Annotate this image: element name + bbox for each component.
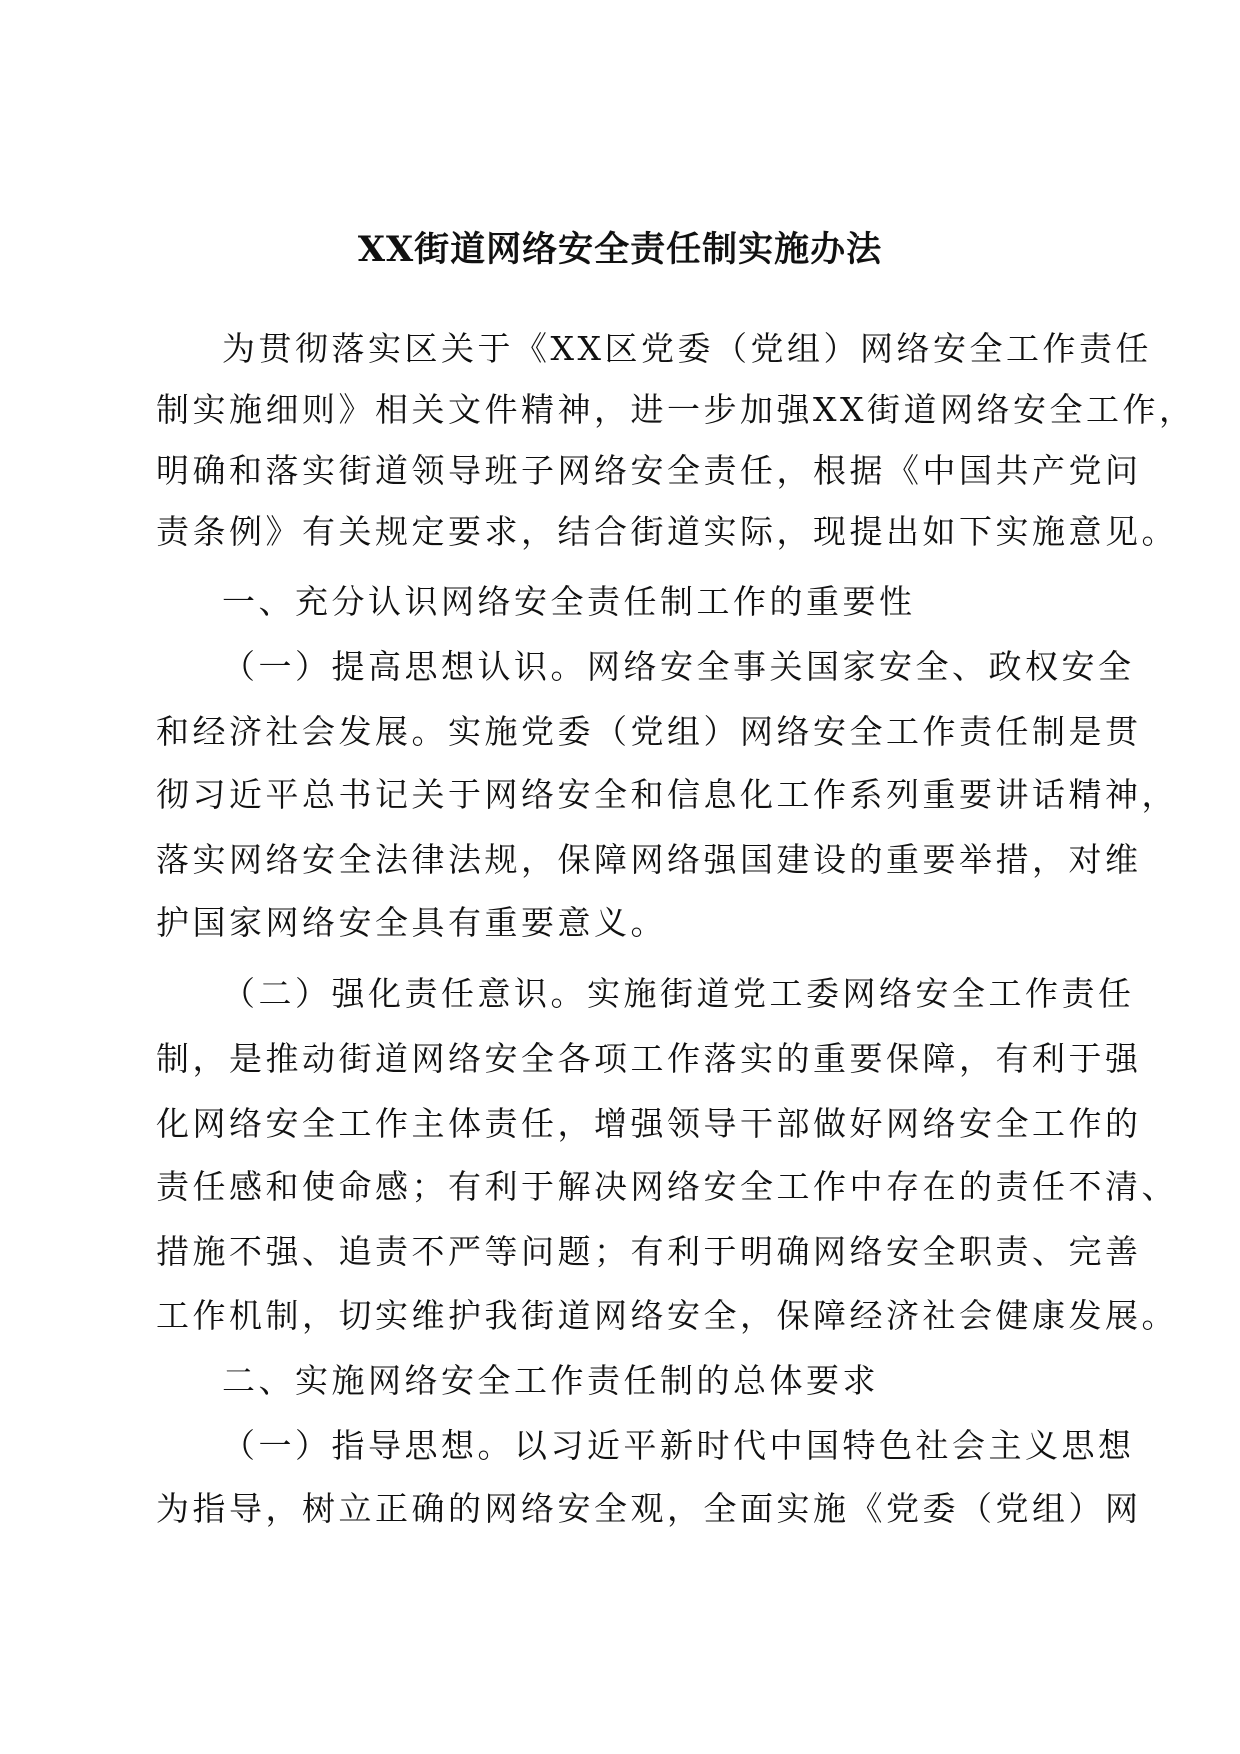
body-line: （一）指导思想。以习近平新时代中国特色社会主义思想 [222,1426,1135,1465]
body-line: 和经济社会发展。实施党委（党组）网络安全工作责任制是贯 [156,712,1142,751]
section-heading-2: 二、实施网络安全工作责任制的总体要求 [222,1361,879,1400]
body-line: 为指导，树立正确的网络安全观，全面实施《党委（党组）网 [156,1489,1142,1528]
body-line: 落实网络安全法律法规，保障网络强国建设的重要举措，对维 [156,840,1142,879]
body-line: （二）强化责任意识。实施街道党工委网络安全工作责任 [222,974,1135,1013]
body-line: 护国家网络安全具有重要意义。 [156,903,667,942]
body-line: 措施不强、追责不严等问题；有利于明确网络安全职责、完善 [156,1232,1142,1271]
body-line: 化网络安全工作主体责任，增强领导干部做好网络安全工作的 [156,1104,1142,1143]
body-line: 彻习近平总书记关于网络安全和信息化工作系列重要讲话精神， [156,775,1178,814]
body-line: 制，是推动街道网络安全各项工作落实的重要保障，有利于强 [156,1039,1142,1078]
section-heading-1: 一、充分认识网络安全责任制工作的重要性 [222,582,916,621]
body-line: 责条例》有关规定要求，结合街道实际，现提出如下实施意见。 [156,512,1178,551]
body-line: 明确和落实街道领导班子网络安全责任，根据《中国共产党问 [156,451,1142,490]
body-line: 为贯彻落实区关于《XX区党委（党组）网络安全工作责任 [222,329,1152,368]
body-line: 制实施细则》相关文件精神，进一步加强XX街道网络安全工作， [156,390,1196,429]
document-title: XX街道网络安全责任制实施办法 [357,229,883,270]
body-line: 工作机制，切实维护我街道网络安全，保障经济社会健康发展。 [156,1296,1178,1335]
body-line: （一）提高思想认识。网络安全事关国家安全、政权安全 [222,647,1135,686]
body-line: 责任感和使命感；有利于解决网络安全工作中存在的责任不清、 [156,1167,1178,1206]
